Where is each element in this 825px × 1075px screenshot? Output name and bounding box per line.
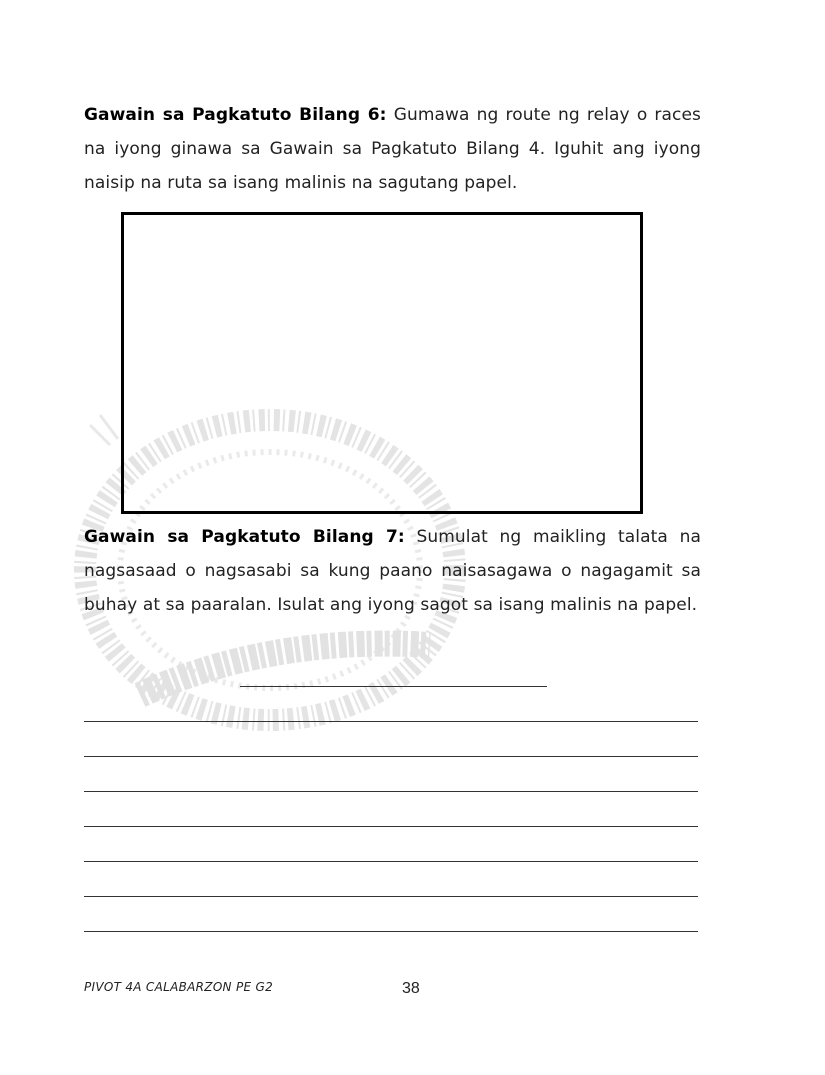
activity-7-instructions: Sumulat ng maikling talata na nagsasaad o nagsasabi sa kung paano naisasagawa o nagagamit sa buhay at sa paaralan. Isulat ang iyong sagot sa isang malinis na papel. xyxy=(84,527,701,615)
activity-6-title: Gawain sa Pagkatuto Bilang 6: xyxy=(84,105,387,125)
page-number: 38 xyxy=(402,980,420,997)
answer-line[interactable] xyxy=(84,861,698,862)
drawing-answer-box[interactable] xyxy=(121,212,643,514)
answer-line[interactable] xyxy=(84,721,698,722)
activity-7-paragraph xyxy=(84,520,701,622)
footer-label: PIVOT 4A CALABARZON PE G2 xyxy=(84,980,274,994)
answer-line[interactable] xyxy=(84,756,698,757)
answer-line[interactable] xyxy=(84,826,698,827)
answer-line[interactable] xyxy=(84,791,698,792)
activity-7-title: Gawain sa Pagkatuto Bilang 7: xyxy=(84,527,405,547)
activity-6-paragraph xyxy=(84,98,701,200)
activity-6-instructions: Gumawa ng route ng relay o races na iyong ginawa sa Gawain sa Pagkatuto Bilang 4. Iguhit ang iyong naisip na ruta sa isang malinis na sagutang papel. xyxy=(84,105,701,193)
answer-title-line[interactable] xyxy=(240,686,547,687)
answer-line[interactable] xyxy=(84,896,698,897)
answer-line[interactable] xyxy=(84,931,698,932)
